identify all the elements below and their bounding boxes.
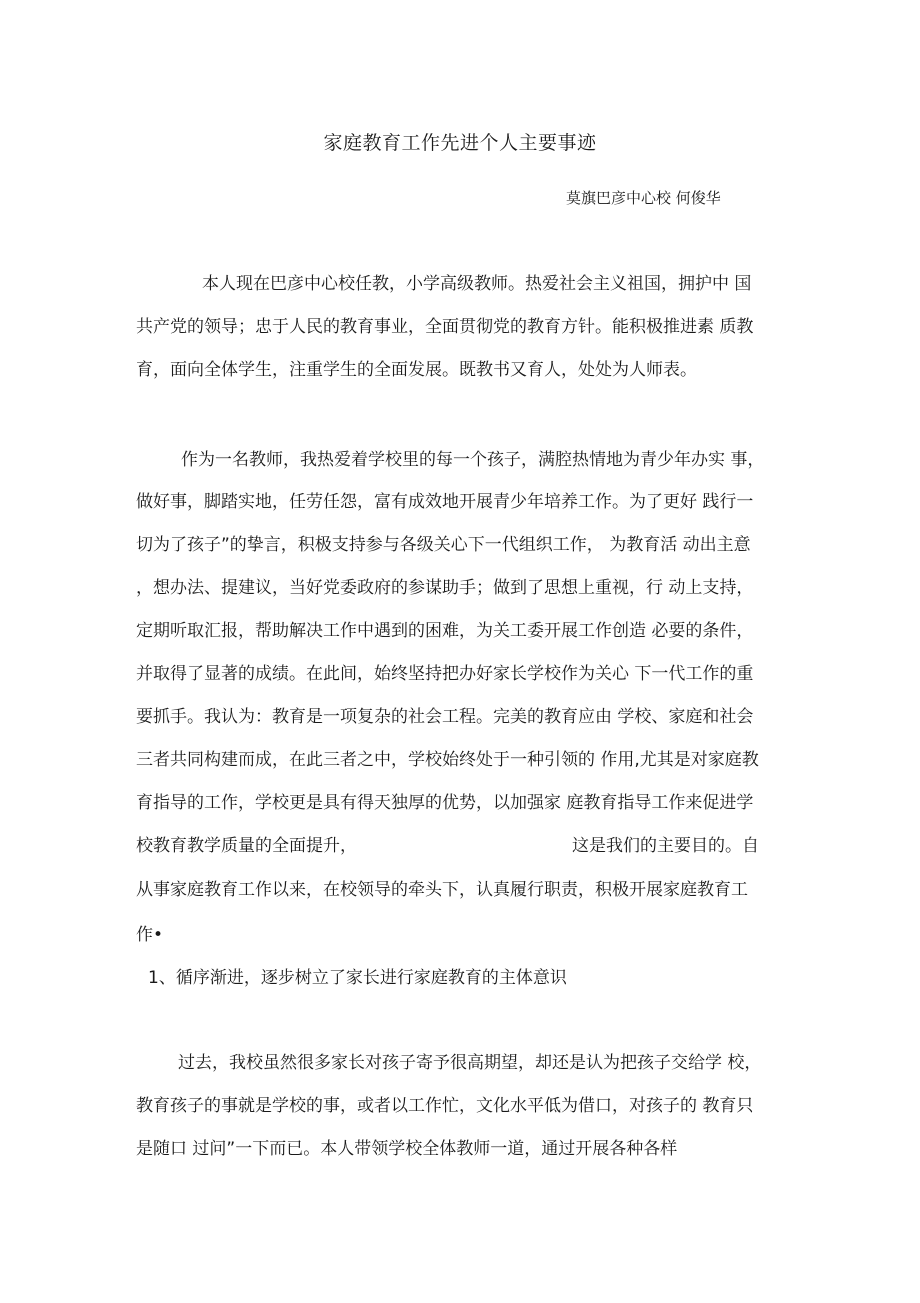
paragraph-1-line-3: 育，面向全体学生，注重学生的全面发展。既教书又育人，处处为人师表。 xyxy=(136,360,697,380)
paragraph-2-line-2: 做好事，脚踏实地，任劳任怨，富有成效地开展青少年培养工作。为了更好 践行一 xyxy=(136,492,754,512)
page-title: 家庭教育工作先进个人主要事迹 xyxy=(323,132,597,154)
paragraph-3-line-1: 过去，我校虽然很多家长对孩子寄予很高期望，却还是认为把孩子交给学 校， xyxy=(178,1053,762,1073)
paragraph-2-line-7: 要抓手。我认为：教育是一项复杂的社会工程。完美的教育应由 学校、家庭和社会 xyxy=(136,707,754,727)
author-line: 莫旗巴彦中心校 何俊华 xyxy=(566,189,721,207)
paragraph-2-line-3: 切为了孩子”的挚言，积极支持参与各级关心下一代组织工作， 为教育活 动出主意 xyxy=(136,535,751,555)
paragraph-2-line-10a: 校教育教学质量的全面提升， xyxy=(136,836,357,856)
paragraph-2-line-11: 从事家庭教育工作以来，在校领导的牵头下，认真履行职责，积极开展家庭教育工 xyxy=(136,880,748,900)
paragraph-2-line-5: 定期听取汇报，帮助解决工作中遇到的困难，为关工委开展工作创造 必要的条件， xyxy=(136,621,754,641)
section-heading-1: 1、循序渐进，逐步树立了家长进行家庭教育的主体意识 xyxy=(148,968,567,988)
paragraph-2-line-12: 作• xyxy=(136,925,164,945)
paragraph-2-line-10b: 这是我们的主要目的。自 xyxy=(572,836,759,856)
paragraph-2-line-9: 育指导的工作，学校更是具有得天独厚的优势，以加强家 庭教育指导工作来促进学 xyxy=(136,793,754,813)
paragraph-2-line-8: 三者共同构建而成，在此三者之中，学校始终处于一种引领的 作用,尤其是对家庭教 xyxy=(136,750,759,770)
paragraph-2-line-6: 并取得了显著的成绩。在此间，始终坚持把办好家长学校作为关心 下一代工作的重 xyxy=(136,664,754,684)
paragraph-3-line-3: 是随口 过问”一下而已。本人带领学校全体教师一道，通过开展各种各样 xyxy=(136,1139,678,1159)
paragraph-2-line-4: ，想办法、提建议，当好党委政府的参谋助手；做到了思想上重视，行 动上支持， xyxy=(136,578,754,598)
paragraph-2-line-1: 作为一名教师，我热爱着学校里的每一个孩子，满腔热情地为青少年办实 事， xyxy=(181,450,765,470)
paragraph-1-line-2: 共产党的领导；忠于人民的教育事业，全面贯彻党的教育方针。能积极推进素 质教 xyxy=(136,317,754,337)
paragraph-1-line-1: 本人现在巴彦中心校任教，小学高级教师。热爱社会主义祖国，拥护中 国 xyxy=(202,274,752,294)
paragraph-3-line-2: 教育孩子的事就是学校的事，或者以工作忙，文化水平低为借口，对孩子的 教育只 xyxy=(136,1096,754,1116)
